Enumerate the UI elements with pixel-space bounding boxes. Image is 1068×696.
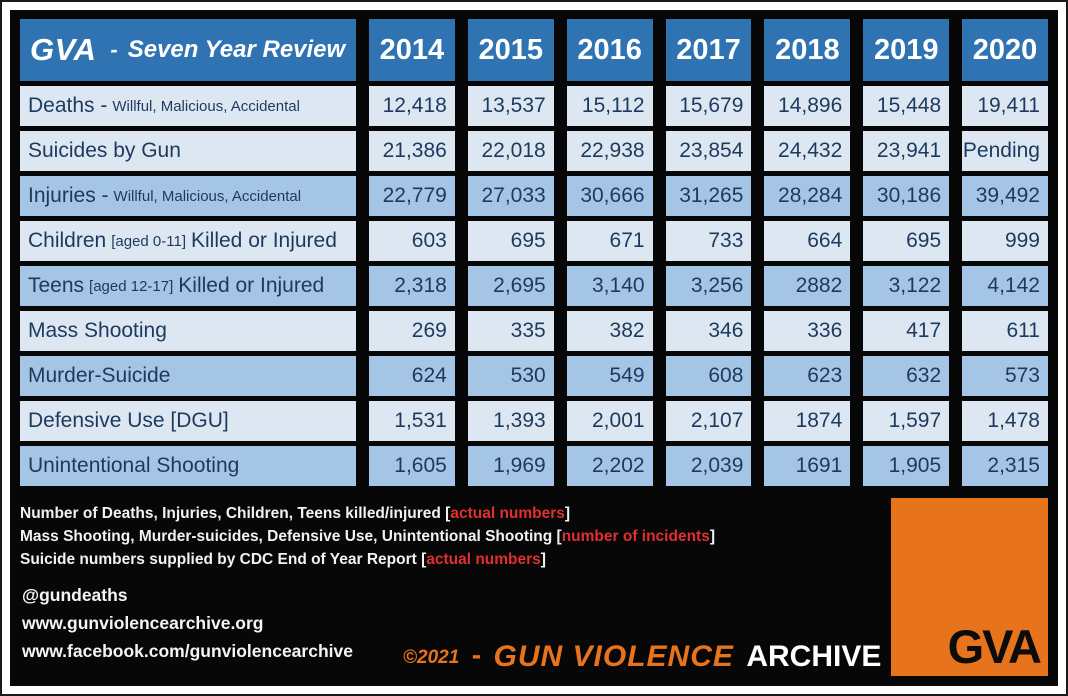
value-cell-children: 664 <box>764 221 850 261</box>
year-header: 2015 <box>468 19 554 81</box>
value-cell-unintentional-shooting: 1,969 <box>468 446 554 486</box>
row-label-main: Teens <box>28 274 85 297</box>
year-header: 2017 <box>666 19 752 81</box>
value-cell-injuries: 28,284 <box>764 176 850 216</box>
row-label-note: [aged 12-17] <box>89 277 174 295</box>
row-label-suicides-by-gun <box>20 131 356 171</box>
value-cell-injuries: 30,186 <box>863 176 949 216</box>
value-cell-defensive-use: 1,478 <box>962 401 1048 441</box>
value-cell-suicides-by-gun: 23,854 <box>666 131 752 171</box>
value-cell-mass-shooting: 335 <box>468 311 554 351</box>
value-cell-suicides-by-gun: 21,386 <box>369 131 455 171</box>
value-cell-unintentional-shooting: 1,605 <box>369 446 455 486</box>
copyright-dash: - <box>471 639 482 670</box>
value-cell-teens: 3,256 <box>666 266 752 306</box>
footnote-text: Number of Deaths, Injuries, Children, Teens killed/injured [ <box>20 505 451 522</box>
brand-name-white: ARCHIVE <box>746 640 882 673</box>
value-cell-deaths: 15,448 <box>863 86 949 126</box>
table-section <box>10 10 1058 492</box>
value-cell-unintentional-shooting: 1,905 <box>863 446 949 486</box>
infographic-board <box>10 10 1058 686</box>
value-cell-mass-shooting: 611 <box>962 311 1048 351</box>
value-cell-unintentional-shooting: 2,315 <box>962 446 1048 486</box>
table-subtitle: Seven Year Review <box>127 36 346 63</box>
brand-name-orange: GUN VIOLENCE <box>493 640 734 673</box>
footnote-text: ] <box>540 551 546 568</box>
footnote-text: Suicide numbers supplied by CDC End of Year Report [ <box>20 551 427 568</box>
value-cell-children: 999 <box>962 221 1048 261</box>
row-label-main: Defensive Use [DGU] <box>28 409 229 432</box>
value-cell-injuries: 39,492 <box>962 176 1048 216</box>
row-label-unintentional-shooting <box>20 446 356 486</box>
value-cell-injuries: 27,033 <box>468 176 554 216</box>
row-label-main: Murder-Suicide <box>28 364 171 387</box>
row-label-main: Injuries - <box>28 184 109 207</box>
value-cell-teens: 2,695 <box>468 266 554 306</box>
value-cell-defensive-use: 2,001 <box>567 401 653 441</box>
row-label-teens <box>20 266 356 306</box>
value-cell-defensive-use: 1,393 <box>468 401 554 441</box>
value-cell-deaths: 14,896 <box>764 86 850 126</box>
row-label-main: Children <box>28 229 107 252</box>
value-cell-injuries: 30,666 <box>567 176 653 216</box>
year-header: 2018 <box>764 19 850 81</box>
value-cell-suicides-by-gun: 23,941 <box>863 131 949 171</box>
value-cell-deaths: 12,418 <box>369 86 455 126</box>
footnote-highlight: actual numbers <box>426 551 541 568</box>
copyright-year: ©2021 <box>403 647 460 668</box>
title-dash: - <box>110 37 118 62</box>
value-cell-unintentional-shooting: 2,039 <box>666 446 752 486</box>
value-cell-deaths: 15,112 <box>567 86 653 126</box>
value-cell-deaths: 15,679 <box>666 86 752 126</box>
footnote-text: ] <box>709 528 715 545</box>
footnote-highlight: number of incidents <box>561 528 710 545</box>
value-cell-suicides-by-gun: 22,018 <box>468 131 554 171</box>
row-label-deaths <box>20 86 356 126</box>
value-cell-murder-suicide: 549 <box>567 356 653 396</box>
row-label-note: Willful, Malicious, Accidental <box>113 187 302 205</box>
value-cell-mass-shooting: 382 <box>567 311 653 351</box>
value-cell-suicides-by-gun: 22,938 <box>567 131 653 171</box>
row-label-injuries <box>20 176 356 216</box>
value-cell-suicides-by-gun: 24,432 <box>764 131 850 171</box>
website-url: www.gunviolencearchive.org <box>22 613 264 633</box>
value-cell-deaths: 13,537 <box>468 86 554 126</box>
row-label-main: Mass Shooting <box>28 319 167 342</box>
row-label-main: Unintentional Shooting <box>28 454 240 477</box>
footer-section <box>10 492 1058 686</box>
value-cell-children: 671 <box>567 221 653 261</box>
row-label-mass-shooting <box>20 311 356 351</box>
value-cell-teens: 2882 <box>764 266 850 306</box>
row-label-defensive-use <box>20 401 356 441</box>
value-cell-defensive-use: 1874 <box>764 401 850 441</box>
value-cell-murder-suicide: 530 <box>468 356 554 396</box>
value-cell-teens: 4,142 <box>962 266 1048 306</box>
year-header: 2019 <box>863 19 949 81</box>
footnote-text: Mass Shooting, Murder-suicides, Defensive Use, Unintentional Shooting [ <box>20 528 562 545</box>
value-cell-murder-suicide: 624 <box>369 356 455 396</box>
footnote-highlight: actual numbers <box>450 505 565 522</box>
value-cell-unintentional-shooting: 1691 <box>764 446 850 486</box>
year-header: 2016 <box>567 19 653 81</box>
value-cell-unintentional-shooting: 2,202 <box>567 446 653 486</box>
value-cell-murder-suicide: 573 <box>962 356 1048 396</box>
value-cell-mass-shooting: 346 <box>666 311 752 351</box>
value-cell-suicides-by-gun: Pending <box>962 131 1048 171</box>
gva-title: GVA <box>30 32 97 67</box>
value-cell-teens: 3,140 <box>567 266 653 306</box>
value-cell-murder-suicide: 623 <box>764 356 850 396</box>
row-label-note: Willful, Malicious, Accidental <box>112 97 300 115</box>
gva-logo-text: GVA <box>947 620 1040 673</box>
value-cell-defensive-use: 1,531 <box>369 401 455 441</box>
value-cell-children: 695 <box>468 221 554 261</box>
footnote-text: ] <box>564 505 571 522</box>
gva-logo <box>891 498 1048 676</box>
row-label-children <box>20 221 356 261</box>
value-cell-mass-shooting: 417 <box>863 311 949 351</box>
row-label-tail: Killed or Injured <box>191 229 337 252</box>
value-cell-murder-suicide: 632 <box>863 356 949 396</box>
value-cell-murder-suicide: 608 <box>666 356 752 396</box>
value-cell-injuries: 31,265 <box>666 176 752 216</box>
year-header: 2020 <box>962 19 1048 81</box>
table-title-cell <box>20 19 356 81</box>
year-header: 2014 <box>369 19 455 81</box>
value-cell-injuries: 22,779 <box>369 176 455 216</box>
twitter-handle: @gundeaths <box>22 585 128 605</box>
copyright-line <box>403 639 881 674</box>
value-cell-teens: 2,318 <box>369 266 455 306</box>
row-label-main: Deaths - <box>28 94 108 117</box>
value-cell-defensive-use: 1,597 <box>863 401 949 441</box>
value-cell-children: 733 <box>666 221 752 261</box>
value-cell-mass-shooting: 269 <box>369 311 455 351</box>
row-label-murder-suicide <box>20 356 356 396</box>
value-cell-teens: 3,122 <box>863 266 949 306</box>
facebook-url: www.facebook.com/gunviolencearchive <box>22 641 353 661</box>
row-label-tail: Killed or Injured <box>178 274 325 297</box>
value-cell-children: 695 <box>863 221 949 261</box>
value-cell-defensive-use: 2,107 <box>666 401 752 441</box>
value-cell-deaths: 19,411 <box>962 86 1048 126</box>
value-cell-children: 603 <box>369 221 455 261</box>
row-label-main: Suicides by Gun <box>28 139 181 162</box>
row-label-note: [aged 0-11] <box>111 232 186 250</box>
value-cell-mass-shooting: 336 <box>764 311 850 351</box>
seven-year-review-table <box>20 19 1048 486</box>
